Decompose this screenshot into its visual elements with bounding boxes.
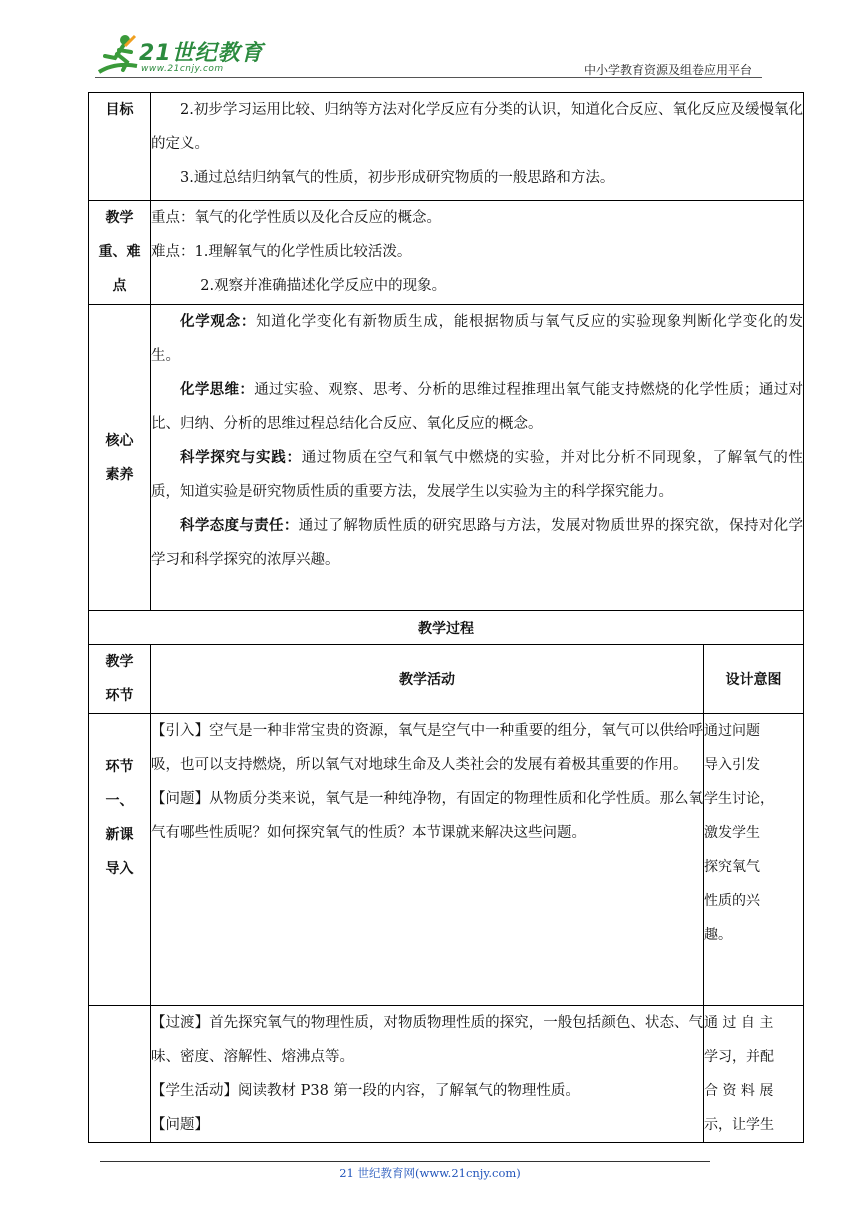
literacy-item-text: 通过实验、观察、思考、分析的思维过程推理出氧气能支持燃烧的化学性质；通过对比、归纳、分析的思维过程总结化合反应、氧化反应的概念。 <box>151 382 804 432</box>
activity-text: 阅读教材 P38 第一段的内容，了解氧气的物理性质。 <box>238 1083 580 1099</box>
process-header-row <box>89 645 804 714</box>
intent-line: 性质的兴 <box>704 893 760 909</box>
logo-text: 21世纪教育 <box>139 41 264 66</box>
student-activity-paragraph <box>151 1074 703 1108</box>
literacy-item <box>151 305 803 373</box>
literacy-item-title: 化学思维： <box>180 382 255 398</box>
intent-line: 学生讨论， <box>704 791 774 807</box>
stage1-intent <box>704 714 804 1006</box>
lesson-plan-table <box>88 92 804 1143</box>
literacy-label-line: 核心 <box>105 432 134 449</box>
runner-logo-icon <box>95 32 141 78</box>
key-points-label-line: 教学 <box>105 210 134 226</box>
stage1-label-line: 环节 <box>105 759 134 775</box>
stage1-label-line: 导入 <box>105 861 134 877</box>
page-header <box>95 30 760 80</box>
intent-line: 探究氧气 <box>704 859 760 875</box>
literacy-item-text: 知道化学变化有新物质生成，能根据物质与氧气反应的实验现象判断化学变化的发生。 <box>151 314 803 364</box>
stage-column-header <box>89 645 151 714</box>
difficulty-2: 2.观察并准确描述化学反应中的现象。 <box>200 278 447 294</box>
stage2-intent <box>704 1006 804 1143</box>
difficulty-1: 难点：1.理解氧气的化学性质比较活泼。 <box>151 244 412 260</box>
key-points-label-line: 重、难 <box>98 244 141 260</box>
objective-2: 2.初步学习运用比较、归纳等方法对化学反应有分类的认识，知道化合反应、氧化反应及缓慢氧化的定义。 <box>151 102 803 152</box>
logo-url: www.21cnjy.com <box>141 64 224 74</box>
footer-divider <box>100 1161 710 1162</box>
intent-line: 激发学生 <box>704 825 760 841</box>
objective-3: 3.通过总结归纳氧气的性质，初步形成研究物质的一般思路和方法。 <box>180 170 615 186</box>
intent-line: 示，让学生 <box>704 1117 774 1133</box>
process-title-row <box>89 611 804 645</box>
objectives-row <box>89 93 804 201</box>
stage1-activity <box>151 714 704 1006</box>
header-divider <box>95 77 762 78</box>
literacy-label-line: 素养 <box>105 466 134 483</box>
literacy-item <box>151 441 803 509</box>
objectives-label-cell <box>89 93 151 201</box>
literacy-row <box>89 305 804 611</box>
stage1-row <box>89 714 804 1006</box>
objectives-content <box>151 93 804 201</box>
literacy-item-title: 科学态度与责任： <box>180 518 299 534</box>
intro-tag: 【引入】 <box>151 723 210 739</box>
literacy-item-text: 通过了解物质性质的研究思路与方法，发展对物质世界的探究欲，保持对化学学习和科学探究的浓厚兴趣。 <box>151 518 803 568</box>
question-paragraph <box>151 782 703 850</box>
intent-line: 学习，并配 <box>704 1049 774 1065</box>
platform-title: 中小学教育资源及组卷应用平台 <box>583 63 752 77</box>
stage1-label-cell <box>89 714 151 1006</box>
transition-paragraph <box>151 1006 703 1074</box>
activity-tag: 【学生活动】 <box>151 1083 238 1099</box>
literacy-item <box>151 509 803 577</box>
stage2-question: 【问题】 <box>151 1117 209 1133</box>
process-title: 教学过程 <box>89 611 804 645</box>
intro-text: 空气是一种非常宝贵的资源，氧气是空气中一种重要的组分，氧气可以供给呼吸，也可以支持燃烧，所以氧气对地球生命及人类社会的发展有着极其重要的作用。 <box>151 723 703 773</box>
transition-tag: 【过渡】 <box>151 1015 210 1031</box>
site-logo[interactable] <box>95 30 275 80</box>
objectives-label: 目标 <box>105 102 134 118</box>
footer-link[interactable]: 21 世纪教育网(www.21cnjy.com) <box>339 1166 521 1180</box>
literacy-label-cell <box>89 305 151 611</box>
key-points-label-cell <box>89 201 151 305</box>
question-text: 从物质分类来说，氧气是一种纯净物，有固定的物理性质和化学性质。那么氧气有哪些性质呢？如何探究氧气的性质？本节课就来解决这些问题。 <box>151 791 703 841</box>
literacy-content <box>151 305 804 611</box>
literacy-item <box>151 373 803 441</box>
stage-header-line: 环节 <box>105 688 134 704</box>
key-points-label-line: 点 <box>112 278 127 294</box>
question-tag: 【问题】 <box>151 791 210 807</box>
transition-text: 首先探究氧气的物理性质，对物质物理性质的探究，一般包括颜色、状态、气味、密度、溶解性、熔沸点等。 <box>151 1015 703 1065</box>
intent-line: 趣。 <box>704 927 732 943</box>
key-point: 重点：氧气的化学性质以及化合反应的概念。 <box>151 210 441 226</box>
stage2-row <box>89 1006 804 1143</box>
key-points-row <box>89 201 804 305</box>
literacy-item-text: 通过物质在空气和氧气中燃烧的实验，并对比分析不同现象，了解氧气的性质，知道实验是研究物质性质的重要方法，发展学生以实验为主的科学探究能力。 <box>151 450 804 500</box>
stage1-label-line: 新课 <box>105 827 134 843</box>
intent-line: 导入引发 <box>704 757 760 773</box>
stage2-activity <box>151 1006 704 1143</box>
stage1-label-line: 一、 <box>105 793 134 809</box>
intent-line: 合 资 料 展 <box>704 1083 774 1099</box>
key-points-content <box>151 201 804 305</box>
intent-line: 通过问题 <box>704 723 760 739</box>
activity-column-header: 教学活动 <box>151 645 704 714</box>
intro-paragraph <box>151 714 703 782</box>
literacy-item-title: 化学观念： <box>180 314 257 330</box>
intent-line: 通 过 自 主 <box>704 1015 774 1031</box>
intent-column-header: 设计意图 <box>704 645 804 714</box>
stage2-label-cell <box>89 1006 151 1143</box>
literacy-item-title: 科学探究与实践： <box>180 450 302 466</box>
stage-header-line: 教学 <box>105 654 134 670</box>
